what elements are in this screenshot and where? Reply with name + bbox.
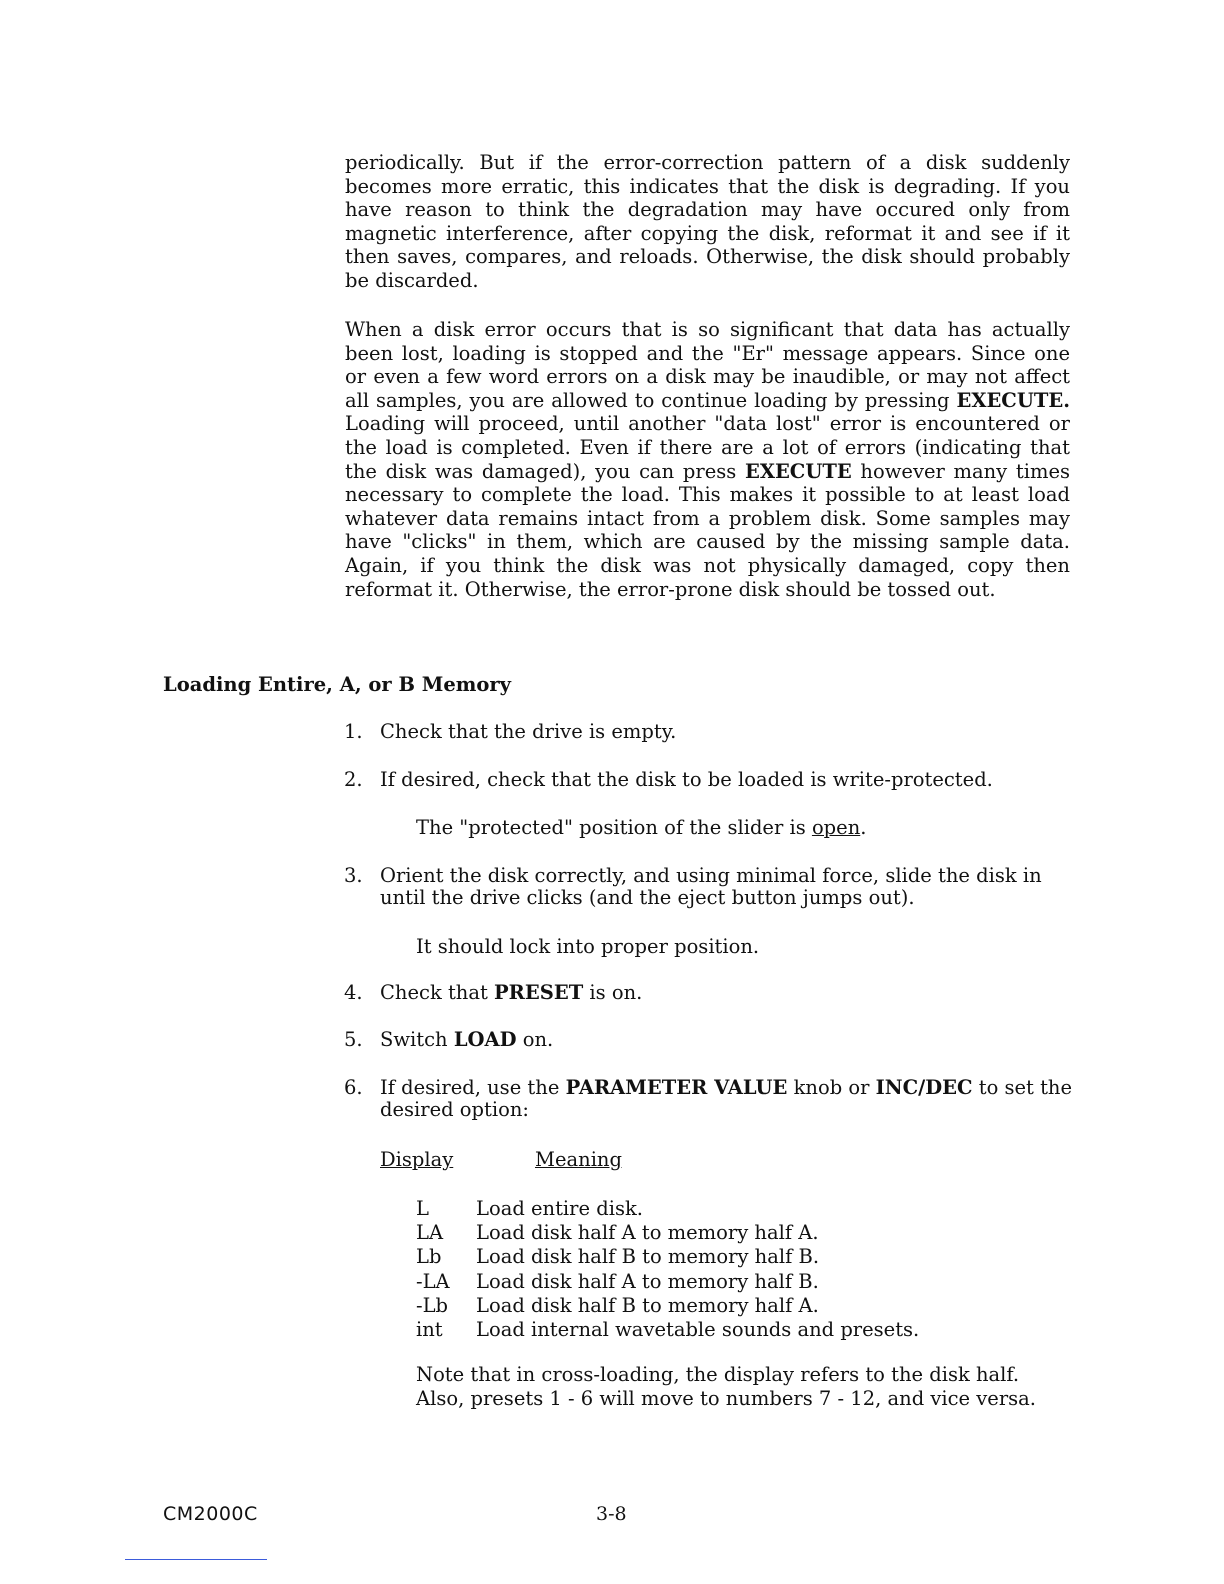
step-3	[344, 865, 1074, 909]
step-3-note: It should lock into proper position.	[416, 935, 760, 958]
meaning-text: Load internal wavetable sounds and presets.	[476, 1318, 920, 1342]
step-text	[380, 1029, 1074, 1051]
meaning-text: Load disk half A to memory half B.	[476, 1269, 819, 1293]
column-header-display: Display	[380, 1148, 454, 1171]
note-text: The "protected" position of the slider is	[416, 816, 812, 839]
meaning-text: Load disk half B to memory half A.	[476, 1293, 819, 1317]
step-text: If desired, check that the disk to be loaded is write-protected.	[380, 768, 993, 791]
step-4	[344, 982, 1074, 1004]
meaning-text: Load disk half B to memory half B.	[476, 1245, 820, 1269]
inc-dec-label: INC/DEC	[875, 1076, 973, 1099]
paragraph-text-part: however many times necessary to complete the load. This makes it possible to at least load whatever data remains intact from a problem disk. Some samples may have "clicks" in them, which are caused by the missing sample data. Again, if you think the disk was not physically damaged, copy then reformat it. Otherwise, the error-prone disk should be tossed out.	[345, 459, 1070, 601]
step-text-part: on.	[516, 1028, 554, 1051]
step-text	[380, 1077, 1074, 1121]
table-row	[416, 1294, 919, 1318]
step-6	[344, 1077, 1074, 1121]
note-text: .	[860, 816, 867, 839]
underlined-word: open	[811, 816, 861, 839]
step-number: 6.	[344, 1076, 363, 1099]
column-header-meaning: Meaning	[535, 1148, 622, 1171]
step-number: 3.	[344, 864, 363, 887]
step-text-part: to set the desired option:	[380, 1076, 1073, 1121]
step-text-part: Check that	[380, 981, 495, 1004]
step-1	[344, 721, 1074, 743]
step-2	[344, 769, 1074, 791]
display-code: -Lb	[416, 1293, 449, 1317]
step-text-part: If desired, use the	[380, 1076, 566, 1099]
paragraph-error-correction	[345, 151, 1070, 293]
display-code: L	[416, 1197, 429, 1220]
step-2-note	[416, 816, 866, 839]
step-text: Orient the disk correctly, and using minimal force, slide the disk in until the drive clicks (and the eject button jumps out).	[380, 864, 1042, 909]
paragraph-disk-error	[345, 318, 1070, 601]
display-code: int	[416, 1318, 443, 1342]
step-number: 1.	[344, 720, 363, 743]
table-row	[416, 1270, 919, 1294]
step-text	[380, 982, 1074, 1004]
display-code: -LA	[416, 1269, 450, 1293]
paragraph-text: periodically. But if the error-correction pattern of a disk suddenly becomes more erratic, this indicates that the disk is degrading. If you have reason to think the degradation may have occured only from magnetic interference, after copying the disk, reformat it and see if it then saves, compares, and reloads. Otherwise, the disk should probably be discarded.	[345, 151, 1070, 292]
table-row	[416, 1318, 919, 1342]
table-row	[416, 1245, 919, 1269]
page-number: 3-8	[596, 1503, 627, 1525]
paragraph-text-part: When a disk error occurs that is so significant that data has actually been lost, loading is stopped and the "Er" message appears. Since one or even a few word errors on a disk may be inaudible, or may not affect all samples, you are allowed to continue loading by pressing	[345, 318, 1070, 412]
preset-key-label: PRESET	[494, 981, 584, 1004]
execute-key-label: EXECUTE	[744, 459, 852, 483]
step-text: Check that the drive is empty.	[380, 720, 677, 743]
step-number: 5.	[344, 1028, 363, 1051]
step-text-part: is on.	[583, 981, 643, 1004]
meaning-text: Load disk half A to memory half A.	[476, 1221, 819, 1245]
step-number: 2.	[344, 768, 363, 791]
display-code: Lb	[416, 1245, 442, 1269]
step-5	[344, 1029, 1074, 1051]
step-text-part: knob or	[787, 1076, 876, 1099]
paragraph-text-part: Loading will proceed, until another "data lost" error is encountered or the load is completed. Even if there are a lot of errors (indicating that the disk was damaged), you can press	[345, 412, 1070, 483]
bottom-rule-divider	[125, 1559, 267, 1560]
display-code: LA	[416, 1221, 444, 1245]
document-id: CM2000C	[163, 1503, 258, 1525]
execute-key-label: EXECUTE.	[956, 388, 1070, 412]
load-options-table	[416, 1197, 919, 1342]
step-text-part: Switch	[380, 1028, 454, 1051]
meaning-text: Load entire disk.	[476, 1197, 643, 1220]
note-line: Note that in cross-loading, the display refers to the disk half.	[416, 1363, 1020, 1386]
parameter-value-label: PARAMETER VALUE	[565, 1076, 788, 1099]
table-row	[416, 1197, 919, 1221]
note-line: Also, presets 1 - 6 will move to numbers 7 - 12, and vice versa.	[416, 1387, 1037, 1410]
cross-loading-note	[416, 1363, 1076, 1411]
table-row	[416, 1221, 919, 1245]
load-key-label: LOAD	[453, 1028, 517, 1051]
section-heading: Loading Entire, A, or B Memory	[163, 673, 511, 696]
step-number: 4.	[344, 981, 363, 1004]
